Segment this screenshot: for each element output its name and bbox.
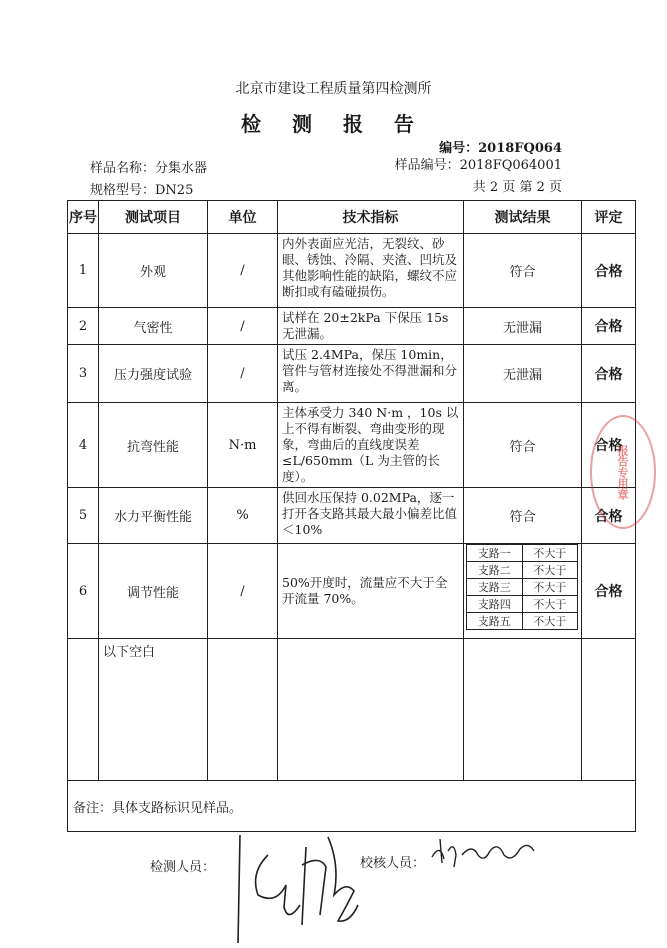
verdict: 合格	[582, 234, 636, 308]
tester-signature	[228, 825, 368, 945]
unit: /	[208, 234, 278, 308]
branch-row	[467, 596, 578, 613]
unit: /	[208, 345, 278, 403]
inspection-stamp	[590, 415, 656, 529]
technical-spec: 供回水压保持 0.02MPa，逐一打开各支路其最大最小偏差比值＜10%	[278, 488, 464, 544]
report-title: 检 测 报 告	[241, 112, 426, 136]
unit: N·m	[208, 403, 278, 488]
technical-spec: 主体承受力 340 N·m ，10s 以上不得有断裂、弯曲变形的现象，弯曲后的直线度误差≤L/650mm（L 为主管的长度）。	[278, 403, 464, 488]
row-number: 4	[68, 403, 99, 488]
branch-results-table	[466, 544, 578, 630]
test-result: 符合	[464, 403, 582, 488]
table-row	[68, 345, 636, 403]
branch-name: 支路二	[467, 562, 523, 579]
tester-label: 检测人员：	[150, 860, 216, 875]
table-row	[68, 488, 636, 544]
branch-row	[467, 545, 578, 562]
branch-row	[467, 613, 578, 630]
table-row	[68, 403, 636, 488]
row-number: 6	[68, 544, 99, 639]
checker-signature	[428, 833, 538, 873]
empty-cell	[278, 639, 464, 781]
table-row	[68, 234, 636, 308]
branch-value: 不大于	[522, 596, 578, 613]
verdict: 合格	[582, 403, 636, 488]
branch-name: 支路四	[467, 596, 523, 613]
branch-name: 支路三	[467, 579, 523, 596]
test-result: 符合	[464, 488, 582, 544]
test-item: 调节性能	[99, 544, 208, 639]
blank-note: 以下空白	[99, 639, 208, 781]
blank-row	[68, 639, 636, 781]
column-header: 评定	[582, 201, 636, 234]
empty-cell	[68, 639, 99, 781]
empty-cell	[208, 639, 278, 781]
verdict: 合格	[582, 544, 636, 639]
unit: /	[208, 308, 278, 345]
table-row	[68, 544, 636, 639]
technical-spec: 试样在 20±2kPa 下保压 15s 无泄漏。	[278, 308, 464, 345]
technical-spec: 内外表面应光洁，无裂纹、砂眼、锈蚀、冷隔、夹渣、凹坑及其他影响性能的缺陷，螺纹不应断扣或有磕碰损伤。	[278, 234, 464, 308]
unit: %	[208, 488, 278, 544]
unit: /	[208, 544, 278, 639]
branch-value: 不大于	[522, 562, 578, 579]
test-result: 无泄漏	[464, 345, 582, 403]
sample-name: 样品名称：分集水器	[90, 161, 208, 176]
technical-spec: 试压 2.4MPa，保压 10min，管件与管材连接处不得泄漏和分离。	[278, 345, 464, 403]
branch-name: 支路五	[467, 613, 523, 630]
branch-value: 不大于	[522, 579, 578, 596]
row-number: 3	[68, 345, 99, 403]
test-item: 气密性	[99, 308, 208, 345]
model-spec: 规格型号：DN25	[90, 183, 194, 198]
verdict: 合格	[582, 308, 636, 345]
technical-spec: 50%开度时，流量应不大于全开流量 70%。	[278, 544, 464, 639]
stamp-text: 报告专用章	[616, 445, 629, 500]
column-header: 技术指标	[278, 201, 464, 234]
checker-label: 校核人员：	[360, 856, 426, 871]
test-item: 水力平衡性能	[99, 488, 208, 544]
test-results-table	[67, 200, 636, 832]
row-number: 1	[68, 234, 99, 308]
table-header-row	[68, 201, 636, 234]
column-header: 测试项目	[99, 201, 208, 234]
column-header: 单位	[208, 201, 278, 234]
report-number: 编号：2018FQ064	[439, 141, 562, 156]
remark: 备注：具体支路标识见样品。	[68, 781, 636, 832]
row-number: 2	[68, 308, 99, 345]
test-item: 外观	[99, 234, 208, 308]
empty-cell	[464, 639, 582, 781]
branch-name: 支路一	[467, 545, 523, 562]
test-item: 压力强度试验	[99, 345, 208, 403]
table-row	[68, 308, 636, 345]
empty-cell	[582, 639, 636, 781]
test-item: 抗弯性能	[99, 403, 208, 488]
test-result: 无泄漏	[464, 308, 582, 345]
remark-row	[68, 781, 636, 832]
column-header: 序号	[68, 201, 99, 234]
page-info: 共 2 页 第 2 页	[472, 180, 562, 195]
organization-name: 北京市建设工程质量第四检测所	[235, 81, 432, 97]
verdict: 合格	[582, 488, 636, 544]
branch-results-cell	[464, 544, 582, 639]
row-number: 5	[68, 488, 99, 544]
branch-value: 不大于	[522, 545, 578, 562]
verdict: 合格	[582, 345, 636, 403]
sample-number: 样品编号：2018FQ064001	[394, 158, 562, 173]
branch-row	[467, 579, 578, 596]
column-header: 测试结果	[464, 201, 582, 234]
test-result: 符合	[464, 234, 582, 308]
branch-value: 不大于	[522, 613, 578, 630]
branch-row	[467, 562, 578, 579]
